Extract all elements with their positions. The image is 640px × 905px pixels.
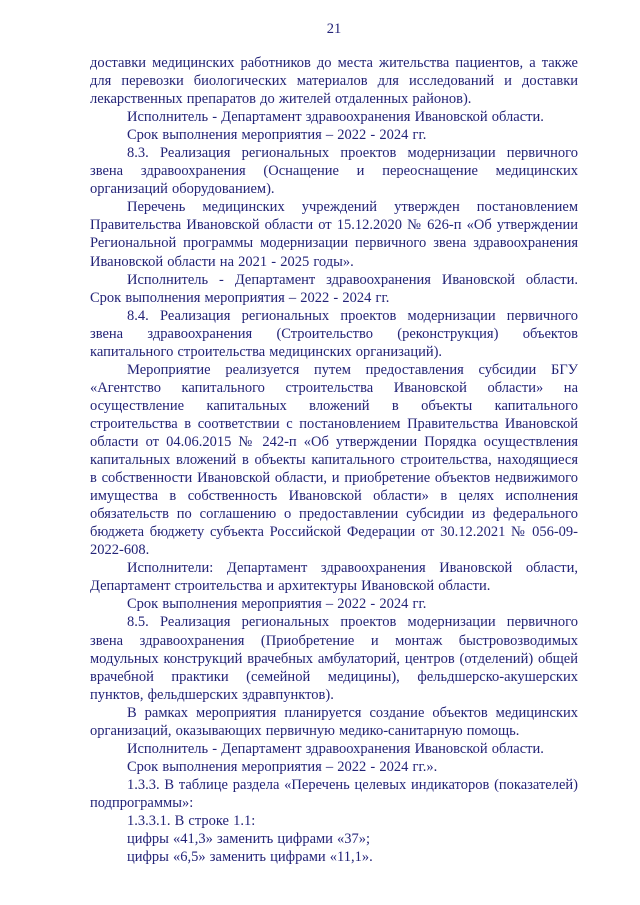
paragraph: Исполнитель - Департамент здравоохранения Ивановской области.: [127, 109, 544, 126]
paragraph: Исполнитель - Департамент здравоохранения Ивановской области.: [127, 740, 544, 757]
paragraph: Исполнители: Департамент здравоохранения Ивановской области, Департамент строительства и архитектуры Ивановской области.: [90, 560, 578, 595]
paragraph: цифры «6,5» заменить цифрами «11,1».: [127, 849, 373, 866]
paragraph: 1.3.3. В таблице раздела «Перечень целевых индикаторов (показателей) подпрограммы»:: [90, 776, 578, 811]
paragraph: Срок выполнения мероприятия – 2022 - 2024 гг.: [127, 127, 427, 144]
paragraph: 8.3. Реализация региональных проектов модернизации первичного звена здравоохранения (Оснащение и переоснащение медицинских организаций оборудованием).: [90, 145, 578, 198]
page-number: 21: [326, 21, 342, 37]
paragraph: доставки медицинских работников до места жительства пациентов, а также для перевозки биологических материалов для исследований и доставки лекарственных препаратов до жителей отдаленных районов).: [90, 55, 578, 108]
paragraph: цифры «41,3» заменить цифрами «37»;: [127, 831, 371, 848]
paragraph: В рамках мероприятия планируется создание объектов медицинских организаций, оказывающих первичную медико-санитарную помощь.: [90, 704, 578, 739]
paragraph: 8.4. Реализация региональных проектов модернизации первичного звена здравоохранения (Строительство (реконструкция) объектов капитального строительства медицинских организаций).: [90, 307, 578, 360]
paragraph: Срок выполнения мероприятия – 2022 - 2024 гг.».: [127, 758, 438, 775]
paragraph: Исполнитель - Департамент здравоохранения Ивановской области. Срок выполнения мероприятия – 2022 - 2024 гг.: [90, 271, 578, 306]
paragraph: 1.3.3.1. В строке 1.1:: [127, 812, 256, 829]
paragraph: 8.5. Реализация региональных проектов модернизации первичного звена здравоохранения (Приобретение и монтаж быстровозводимых модульных конструкций врачебных амбулаторий, центров (отделений) общей врачебной практики (семейной медицины), фельдшерско-акушерских пунктов, фельдшерских здравпунктов).: [90, 614, 578, 703]
paragraph: Перечень медицинских учреждений утвержден постановлением Правительства Ивановской области от 15.12.2020 № 626-п «Об утверждении Региональной программы модернизации первичного звена здравоохранения Ивановской области на 2021 - 2025 годы».: [90, 199, 578, 270]
paragraph: Мероприятие реализуется путем предоставления субсидии БГУ «Агентство капитального строительства Ивановской области» на осуществление капитальных вложений в объекты капитального строительства в соответствии с постановлением Правительства Ивановской области от 04.06.2015 № 242-п «Об утверждении Порядка осуществления капитальных вложений в объекты капитального строительства, находящиеся в собственности Ивановской области, и приобретение объектов недвижимого имущества в собственность Ивановской области» в целях исполнения обязательств по соглашению о предоставлении субсидии из федерального бюджета бюджету субъекта Российской Федерации от 30.12.2021 № 056-09-2022-608.: [90, 361, 578, 559]
paragraph: Срок выполнения мероприятия – 2022 - 2024 гг.: [127, 596, 427, 613]
document-content: [90, 54, 578, 866]
